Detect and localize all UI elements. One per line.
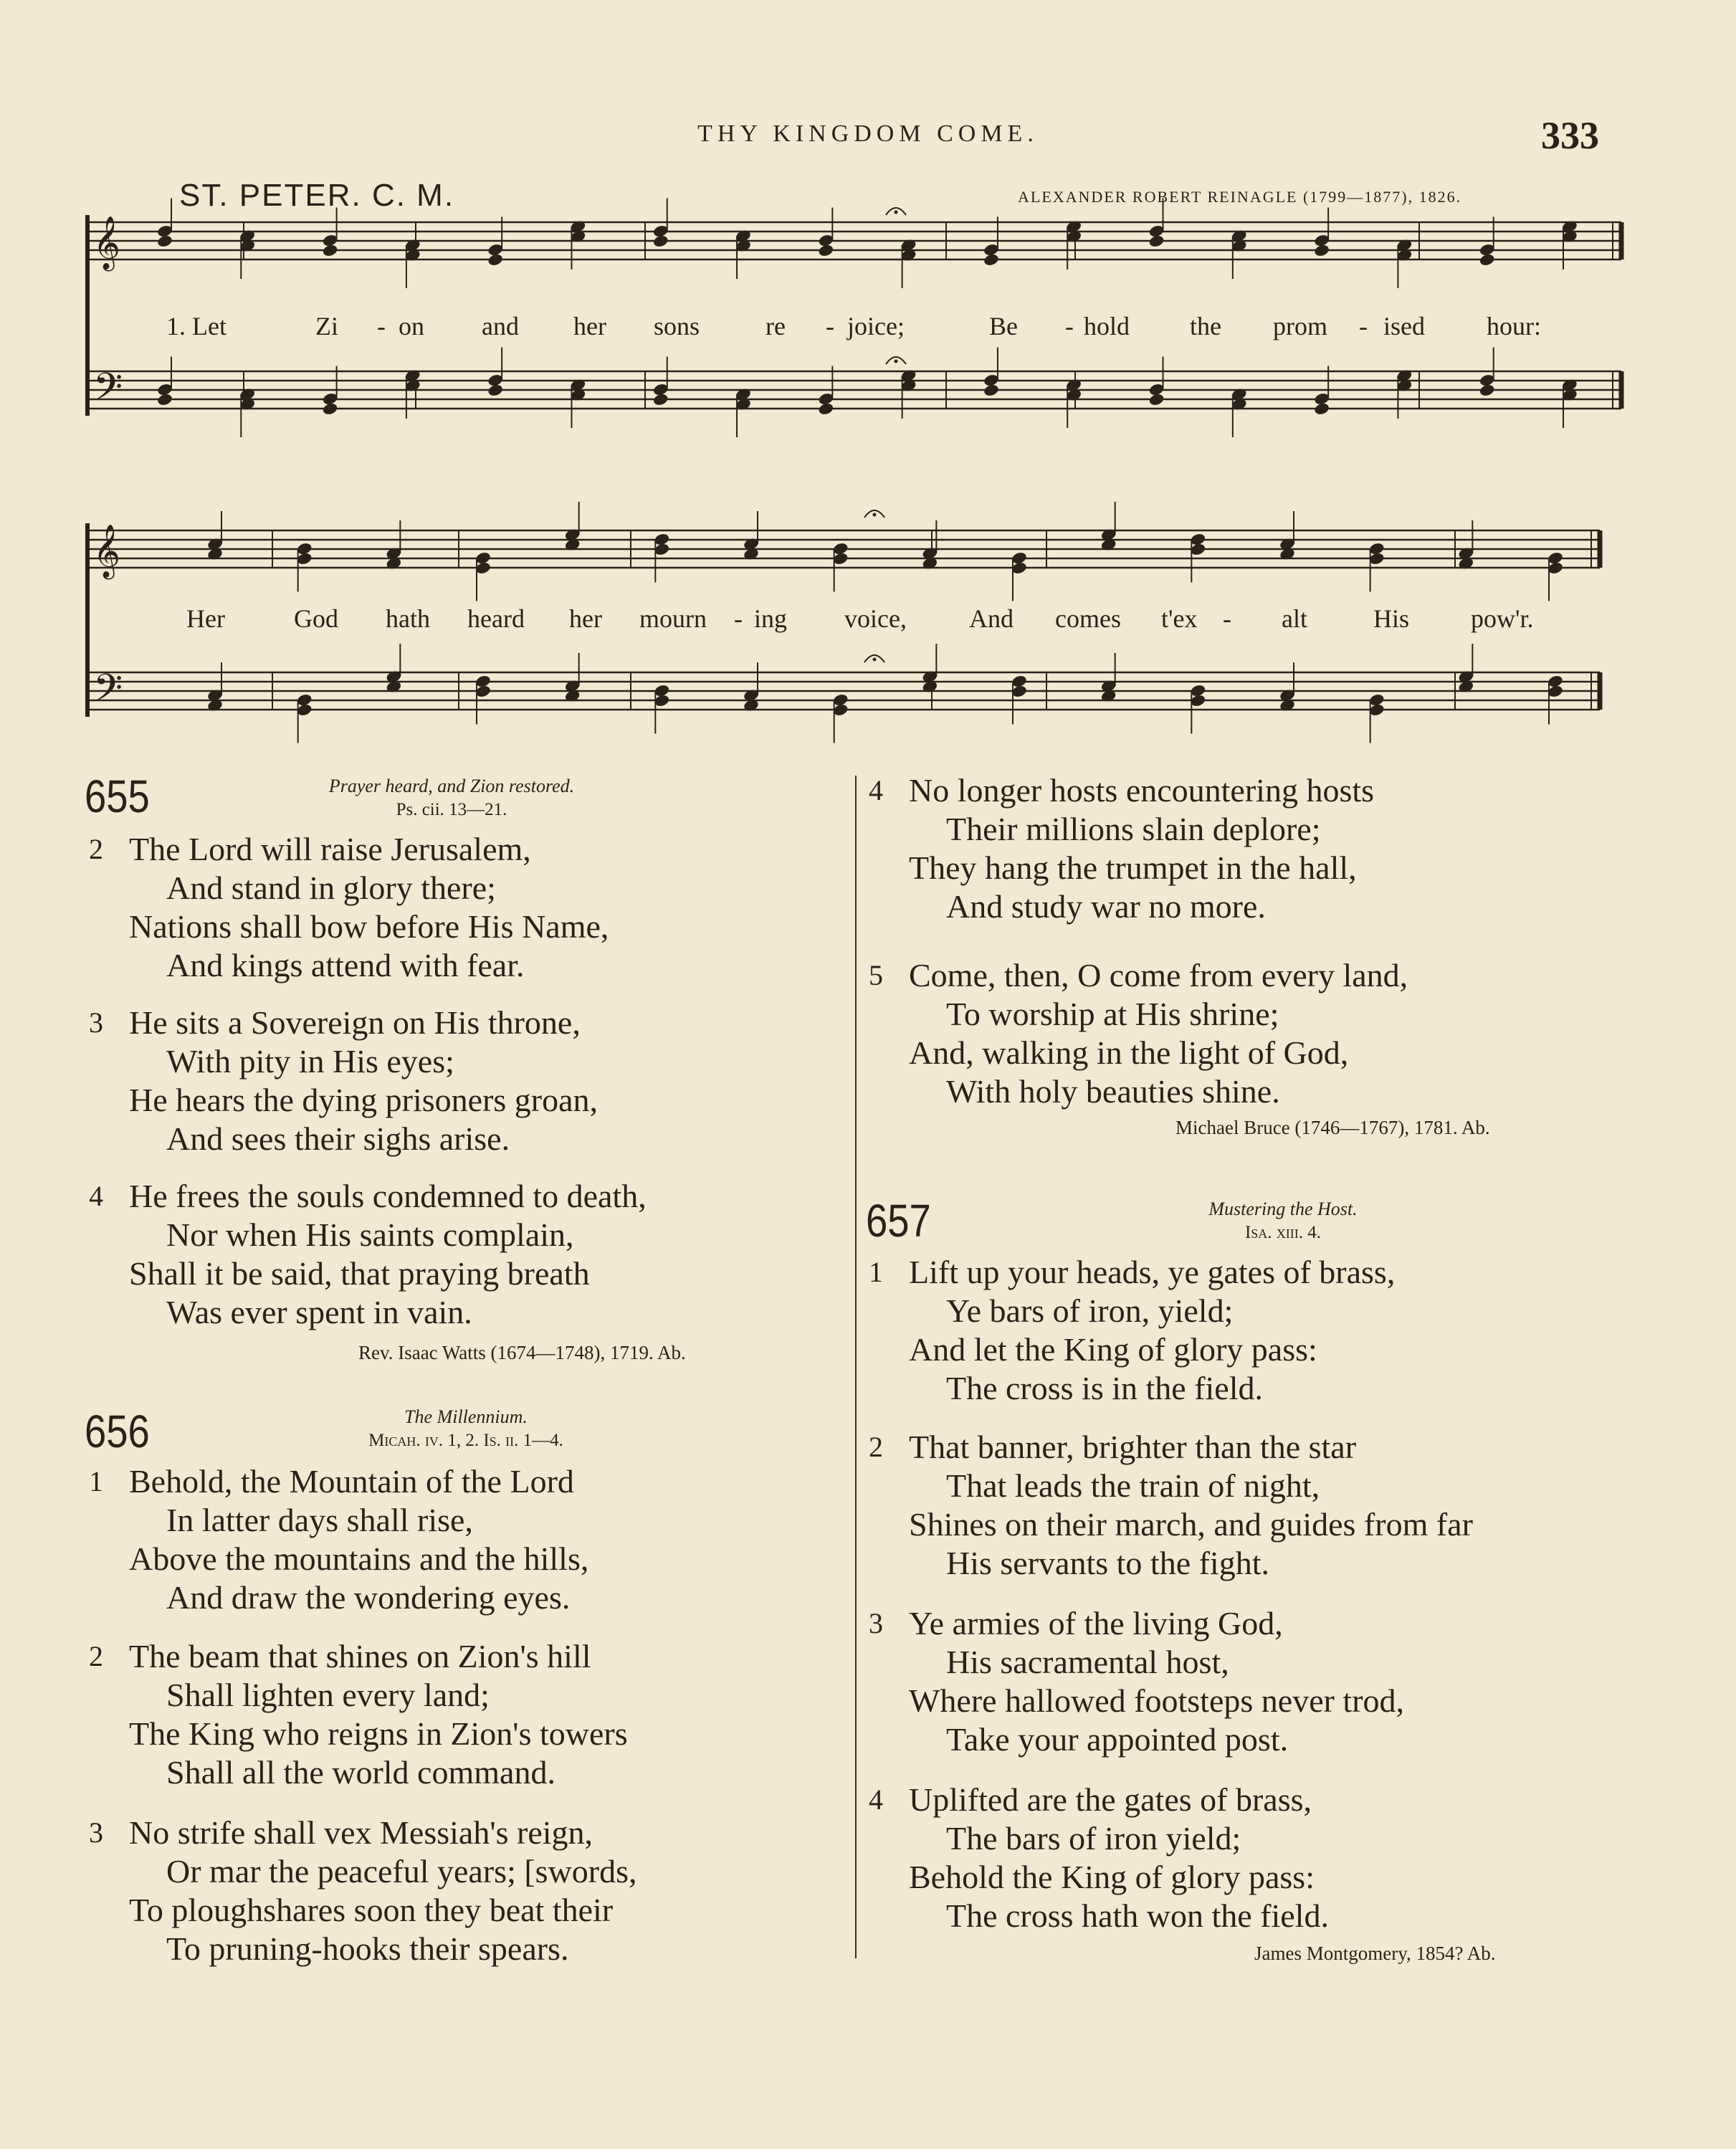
note-head — [1148, 234, 1165, 249]
note-head — [1148, 393, 1165, 407]
stanza-line: Above the mountains and the hills, — [129, 1540, 589, 1577]
note-head — [818, 402, 835, 416]
stanza-line: And kings attend with fear. — [166, 947, 525, 983]
lyric-syllable: t'ex — [1161, 604, 1198, 633]
lyric-syllable: on — [399, 312, 424, 340]
stanza-line: He frees the souls condemned to death, — [129, 1178, 647, 1214]
fermata-dot — [895, 360, 898, 363]
stanza — [869, 1428, 1473, 1583]
stanza-line: Shines on their march, and guides from far — [909, 1506, 1473, 1543]
stanza-line: Shall all the world command. — [166, 1754, 555, 1791]
note-head — [487, 253, 504, 267]
page-number: 333 — [1541, 114, 1599, 157]
lyric-syllable: ised — [1383, 312, 1425, 340]
verse-number: 4 — [869, 774, 883, 806]
lyric-syllable: And — [969, 604, 1014, 633]
stanza-line: Or mar the peaceful years; [swords, — [166, 1853, 637, 1890]
verse-number: 5 — [869, 959, 883, 991]
verse-number: 2 — [89, 1640, 103, 1672]
verse-number: 1 — [89, 1465, 103, 1497]
hymn-reference-656: Micah. iv. 1, 2. Is. ii. 1—4. — [368, 1431, 563, 1450]
stanza-line: The beam that shines on Zion's hill — [129, 1638, 591, 1674]
stanza — [869, 1253, 1395, 1408]
running-head: THY KINGDOM COME. — [697, 120, 1039, 147]
lyric-syllable: heard — [467, 604, 525, 633]
lyric-syllable: prom — [1273, 312, 1327, 340]
hymn-reference-655: Ps. cii. 13—21. — [396, 800, 507, 819]
verse-number: 4 — [869, 1783, 883, 1816]
note-head — [322, 402, 339, 416]
lyric-syllable: Her — [186, 604, 225, 633]
lyric-syllable: her — [569, 604, 602, 633]
stanza-line: Behold, the Mountain of the Lord — [129, 1463, 574, 1500]
lyric-syllable: 1. Let — [166, 312, 226, 340]
verse-number: 3 — [89, 1006, 103, 1039]
bass-clef: 𝄢 — [93, 667, 123, 720]
fermata-dot — [873, 658, 877, 662]
verse-number: 3 — [89, 1816, 103, 1849]
stanza-line: In latter days shall rise, — [166, 1502, 473, 1538]
tune-composer: ALEXANDER ROBERT REINAGLE (1799—1877), 1826. — [1018, 188, 1462, 206]
stanza — [89, 1177, 647, 1332]
stanza-line: That banner, brighter than the star — [909, 1429, 1357, 1465]
stanza-line: To ploughshares soon they beat their — [129, 1892, 614, 1928]
stanza-line: Nor when His saints complain, — [166, 1216, 574, 1253]
music-score — [0, 0, 1736, 760]
note-head — [983, 253, 1000, 267]
note-head — [156, 393, 173, 407]
hymn-title-656: The Millennium. — [404, 1406, 528, 1427]
lyric-syllable: sons — [654, 312, 700, 340]
lyric-syllable: Zi — [315, 312, 338, 340]
stanza-line: Nations shall bow before His Name, — [129, 908, 609, 945]
lyric-syllable: her — [573, 312, 606, 340]
verse-number: 4 — [89, 1180, 103, 1212]
hymn-attribution-657: James Montgomery, 1854? Ab. — [1254, 1943, 1496, 1964]
stanza — [869, 1781, 1329, 1935]
stanza-line: And study war no more. — [946, 888, 1266, 925]
stanza-line: Lift up your heads, ye gates of brass, — [909, 1254, 1396, 1290]
bass-clef: 𝄢 — [93, 366, 123, 419]
lyric-syllable: mourn — [639, 604, 707, 633]
stanza-line: No strife shall vex Messiah's reign, — [129, 1814, 593, 1851]
verse-number: 2 — [869, 1431, 883, 1463]
lyric-syllable: the — [1190, 312, 1221, 340]
lyric-syllable: - — [377, 312, 386, 340]
stanza-line: They hang the trumpet in the hall, — [909, 849, 1357, 886]
stanza-line: Come, then, O come from every land, — [909, 957, 1408, 994]
lyric-syllable: - — [1065, 312, 1074, 340]
note-head — [487, 383, 504, 398]
hymn-title-657: Mustering the Host. — [1208, 1199, 1358, 1219]
stanza — [869, 771, 1374, 926]
stanza-line: His sacramental host, — [946, 1644, 1229, 1680]
lyric-syllable: pow'r. — [1471, 604, 1534, 633]
note-head — [652, 234, 669, 249]
stanza — [869, 1604, 1404, 1759]
lyric-syllable: joice; — [847, 312, 905, 340]
lyric-syllable: and — [482, 312, 519, 340]
hymn-attribution-656: Michael Bruce (1746—1767), 1781. Ab. — [1175, 1117, 1490, 1138]
note-head — [1313, 244, 1330, 258]
stanza-line: And let the King of glory pass: — [909, 1331, 1317, 1368]
note-head — [1313, 402, 1330, 416]
stanza-line: The King who reigns in Zion's towers — [129, 1715, 628, 1752]
stanza-line: He sits a Sovereign on His throne, — [129, 1004, 581, 1041]
lyric-syllable: hath — [386, 604, 430, 633]
stanza-line: Was ever spent in vain. — [166, 1294, 472, 1330]
lyric-syllable: ing — [754, 604, 788, 633]
stanza — [89, 1004, 598, 1158]
treble-clef: 𝄞 — [93, 216, 120, 270]
lyric-syllable: comes — [1055, 604, 1121, 633]
hymn-number-657: 657 — [866, 1195, 931, 1247]
lyric-syllable: alt — [1282, 604, 1307, 633]
note-head — [1479, 253, 1496, 267]
stanza — [869, 956, 1408, 1111]
fermata-dot — [873, 513, 877, 517]
stanza — [89, 1637, 628, 1792]
lyric-syllable: re — [766, 312, 786, 340]
lyric-syllable: - — [1223, 604, 1231, 633]
stanza-line: His servants to the fight. — [946, 1545, 1269, 1581]
stanza-line: The bars of iron yield; — [946, 1820, 1241, 1857]
stanza-line: And, walking in the light of God, — [909, 1034, 1349, 1071]
verse-number: 2 — [89, 833, 103, 865]
stanza-line: Their millions slain deplore; — [946, 811, 1321, 847]
stanza-line: No longer hosts encountering hosts — [909, 772, 1375, 809]
tune-name: ST. PETER. C. M. — [179, 178, 455, 213]
stanza — [89, 1814, 637, 1968]
lyric-syllable: - — [1359, 312, 1368, 340]
stanza-line: With pity in His eyes; — [166, 1043, 454, 1080]
fermata-dot — [895, 211, 898, 214]
stanza-line: Shall it be said, that praying breath — [129, 1255, 590, 1292]
stanza-line: And draw the wondering eyes. — [166, 1579, 571, 1616]
stanza-line: Where hallowed footsteps never trod, — [909, 1682, 1405, 1719]
note-head — [156, 234, 173, 249]
stanza-line: To pruning-hooks their spears. — [166, 1930, 569, 1967]
note-head — [652, 393, 669, 407]
note-head — [983, 383, 1000, 398]
stanza-line: The Lord will raise Jerusalem, — [129, 831, 531, 867]
hymn-title-655: Prayer heard, and Zion restored. — [328, 776, 575, 796]
stanza-line: The cross hath won the field. — [946, 1897, 1329, 1934]
stanza-line: He hears the dying prisoners groan, — [129, 1082, 598, 1118]
hymn-reference-657: Isa. xiii. 4. — [1244, 1223, 1322, 1242]
stanza-line: Behold the King of glory pass: — [909, 1859, 1315, 1895]
column-divider — [855, 776, 857, 1958]
stanza-line: And sees their sighs arise. — [166, 1120, 510, 1157]
stanza — [89, 830, 609, 985]
hymn-number-656: 656 — [85, 1406, 150, 1457]
stanza-line: Ye bars of iron, yield; — [946, 1292, 1234, 1329]
lyric-syllable: - — [734, 604, 743, 633]
stanza — [89, 1462, 588, 1617]
lyric-syllable: - — [826, 312, 834, 340]
hymn-number-655: 655 — [85, 771, 150, 822]
stanza-line: To worship at His shrine; — [946, 996, 1279, 1032]
lyric-syllable: hold — [1084, 312, 1130, 340]
lyric-syllable: His — [1373, 604, 1410, 633]
stanza-line: Uplifted are the gates of brass, — [909, 1781, 1312, 1818]
verse-number: 1 — [869, 1256, 883, 1288]
hymn-attribution-655: Rev. Isaac Watts (1674—1748), 1719. Ab. — [358, 1342, 686, 1363]
note-head — [322, 244, 339, 258]
note-head — [1479, 383, 1496, 398]
note-head — [818, 244, 835, 258]
stanza-line: Ye armies of the living God, — [909, 1605, 1283, 1641]
stanza-line: The cross is in the field. — [946, 1370, 1264, 1406]
stanza-line: With holy beauties shine. — [946, 1073, 1280, 1110]
stanza-line: That leads the train of night, — [946, 1467, 1320, 1504]
stanza-line: Shall lighten every land; — [166, 1677, 490, 1713]
lyric-syllable: Be — [989, 312, 1018, 340]
verse-number: 3 — [869, 1607, 883, 1639]
lyric-syllable: hour: — [1487, 312, 1541, 340]
stanza-line: Take your appointed post. — [946, 1721, 1289, 1758]
lyric-syllable: God — [294, 604, 338, 633]
treble-clef: 𝄞 — [93, 525, 120, 578]
stanza-line: And stand in glory there; — [166, 869, 496, 906]
lyric-syllable: voice, — [844, 604, 907, 633]
